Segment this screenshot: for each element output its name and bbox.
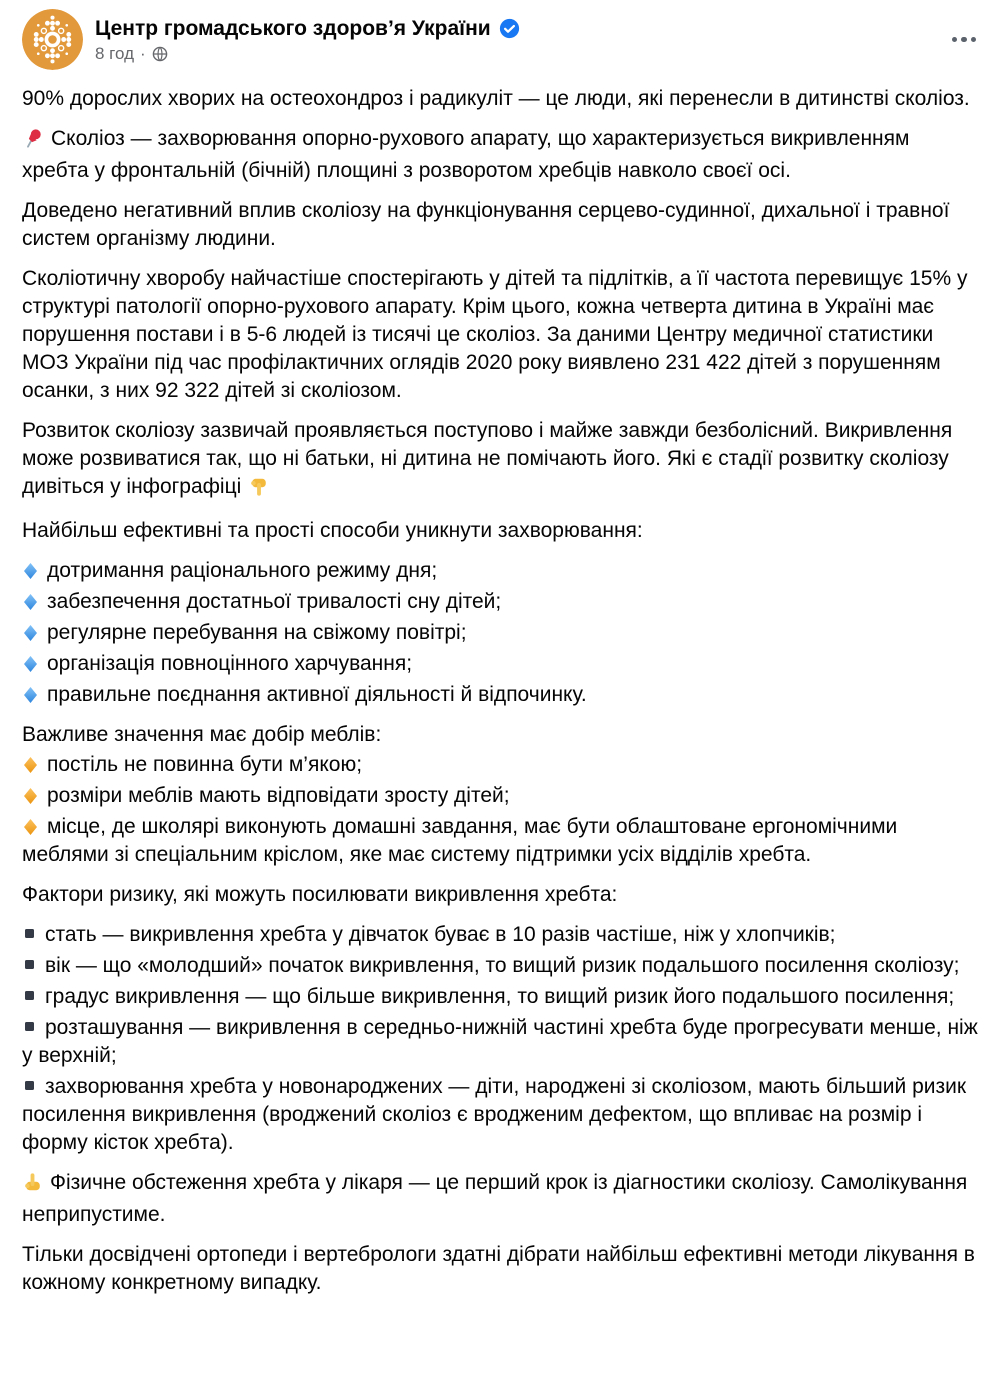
meta-separator: · (140, 44, 146, 63)
list-item (22, 751, 980, 779)
header-info (95, 15, 946, 64)
post-paragraph (22, 881, 980, 909)
list-item (22, 681, 980, 709)
furniture-list (22, 751, 980, 869)
post-paragraph (22, 197, 980, 253)
paragraph-text: 90% дорослих хворих на остеохондроз і радикуліт — це люди, які перенесли в дитинстві сколіоз. (22, 87, 970, 110)
square-bullet-icon (25, 929, 34, 938)
globe-privacy-icon (152, 46, 168, 62)
list-item (22, 557, 980, 585)
page-avatar[interactable] (22, 9, 83, 70)
prevention-list (22, 557, 980, 709)
list-item-text: організація повноцінного харчування; (47, 652, 413, 675)
blue-diamond-icon (24, 563, 37, 579)
risk-list (22, 921, 980, 1157)
list-item-text: розташування — викривлення в середньо-нижній частині хребта буде прогресувати менше, ніж у верхній; (22, 1016, 978, 1067)
post-paragraph (22, 125, 980, 185)
orange-diamond-icon (24, 819, 37, 835)
list-item-text: вік — що «молодший» початок викривлення, то вищий ризик подальшого посилення сколіозу; (45, 954, 960, 977)
post-paragraph (22, 1241, 980, 1297)
list-item-text: регулярне перебування на свіжому повітрі; (47, 621, 467, 644)
list-item-text: розміри меблів мають відповідати зросту дітей; (47, 784, 510, 807)
page-name-link[interactable]: Центр громадського здоров’я України (95, 17, 491, 40)
list-item (22, 952, 980, 980)
pointing-up-icon (22, 1172, 43, 1201)
square-bullet-icon (25, 1022, 34, 1031)
list-item (22, 650, 980, 678)
blue-diamond-icon (24, 656, 37, 672)
orange-diamond-icon (24, 757, 37, 773)
square-bullet-icon (25, 960, 34, 969)
paragraph-text: Доведено негативний вплив сколіозу на функціонування серцево-судинної, дихальної і травної систем організму людини. (22, 199, 950, 250)
post-paragraph (22, 517, 980, 545)
blue-diamond-icon (24, 625, 37, 641)
list-item (22, 782, 980, 810)
verified-badge-icon (499, 18, 520, 39)
post-header (0, 0, 998, 70)
post-options-button[interactable] (946, 27, 983, 53)
paragraph-text: Тільки досвідчені ортопеди і вертебрологи здатні дібрати найбільш ефективні методи лікування в кожному конкретному випадку. (22, 1243, 975, 1294)
post-paragraph (22, 417, 980, 505)
square-bullet-icon (25, 1081, 34, 1090)
dot (961, 37, 967, 43)
list-item-text: дотримання раціонального режиму дня; (47, 559, 438, 582)
list-item (22, 1073, 980, 1157)
list-item-text: градус викривлення — що більше викривлення, то вищий ризик його подальшого посилення; (45, 985, 955, 1008)
list-item (22, 983, 980, 1011)
list-item-text: стать — викривлення хребта у дівчаток буває в 10 разів частіше, ніж у хлопчиків; (45, 923, 836, 946)
list-item-text: захворювання хребта у новонароджених — діти, народжені зі сколіозом, мають більший ризик посилення викривлення (вроджений сколіоз є вродженим дефектом, що впливає на розмір і форму кісток хребта). (22, 1075, 967, 1154)
list-item-text: правильне поєднання активної діяльності й відпочинку. (47, 683, 587, 706)
list-item (22, 588, 980, 616)
post-timestamp[interactable]: 8 год (95, 44, 135, 63)
list-item (22, 921, 980, 949)
pointing-down-icon (248, 476, 269, 505)
paragraph-text: Розвиток сколіозу зазвичай проявляється поступово і майже завжди безболісний. Викривлення може розвиватися так, що ні батьки, ні дитина не помічають його. Які є стадії розвитку сколіозу дивіться у інфографіці (22, 419, 953, 498)
post-paragraph (22, 1169, 980, 1229)
square-bullet-icon (25, 991, 34, 1000)
pushpin-icon (22, 127, 44, 157)
list-item (22, 1014, 980, 1070)
paragraph-text: Сколіоз — захворювання опорно-рухового апарату, що характеризується викривленням хребта у фронтальній (бічній) площині з розворотом хребців навколо своєї осі. (22, 127, 910, 182)
blue-diamond-icon (24, 687, 37, 703)
list-item-text: забезпечення достатньої тривалості сну дітей; (47, 590, 502, 613)
paragraph-text: Важливе значення має добір меблів: (22, 723, 382, 746)
list-item (22, 813, 980, 869)
orange-diamond-icon (24, 788, 37, 804)
paragraph-text: Фактори ризику, які можуть посилювати викривлення хребта: (22, 883, 618, 906)
dot (952, 37, 958, 43)
paragraph-text: Фізичне обстеження хребта у лікаря — це перший крок із діагностики сколіозу. Самолікування неприпустиме. (22, 1171, 968, 1226)
post-paragraph (22, 265, 980, 405)
post-content (0, 70, 998, 1297)
dot (971, 37, 977, 43)
paragraph-text: Найбільш ефективні та прості способи уникнути захворювання: (22, 519, 643, 542)
list-item-text: постіль не повинна бути м’якою; (47, 753, 363, 776)
post-paragraph (22, 85, 980, 113)
blue-diamond-icon (24, 594, 37, 610)
list-item-text: місце, де школярі виконують домашні завдання, має бути облаштоване ергономічними меблями зі спеціальним кріслом, яке має систему підтримки усіх відділів хребта. (22, 815, 898, 866)
paragraph-text: Сколіотичну хворобу найчастіше спостерігають у дітей та підлітків, а її частота перевищує 15% у структурі патології опорно-рухового апарату. Крім цього, кожна четверта дитина в Україні має порушення постави і в 5-6 людей із тисячі це сколіоз. За даними Центру медичної статистики МОЗ України під час профілактичних оглядів 2020 року виявлено 231 422 дітей з порушенням осанки, з них 92 322 дітей зі сколіозом. (22, 267, 968, 402)
list-item (22, 619, 980, 647)
post-paragraph (22, 721, 980, 749)
